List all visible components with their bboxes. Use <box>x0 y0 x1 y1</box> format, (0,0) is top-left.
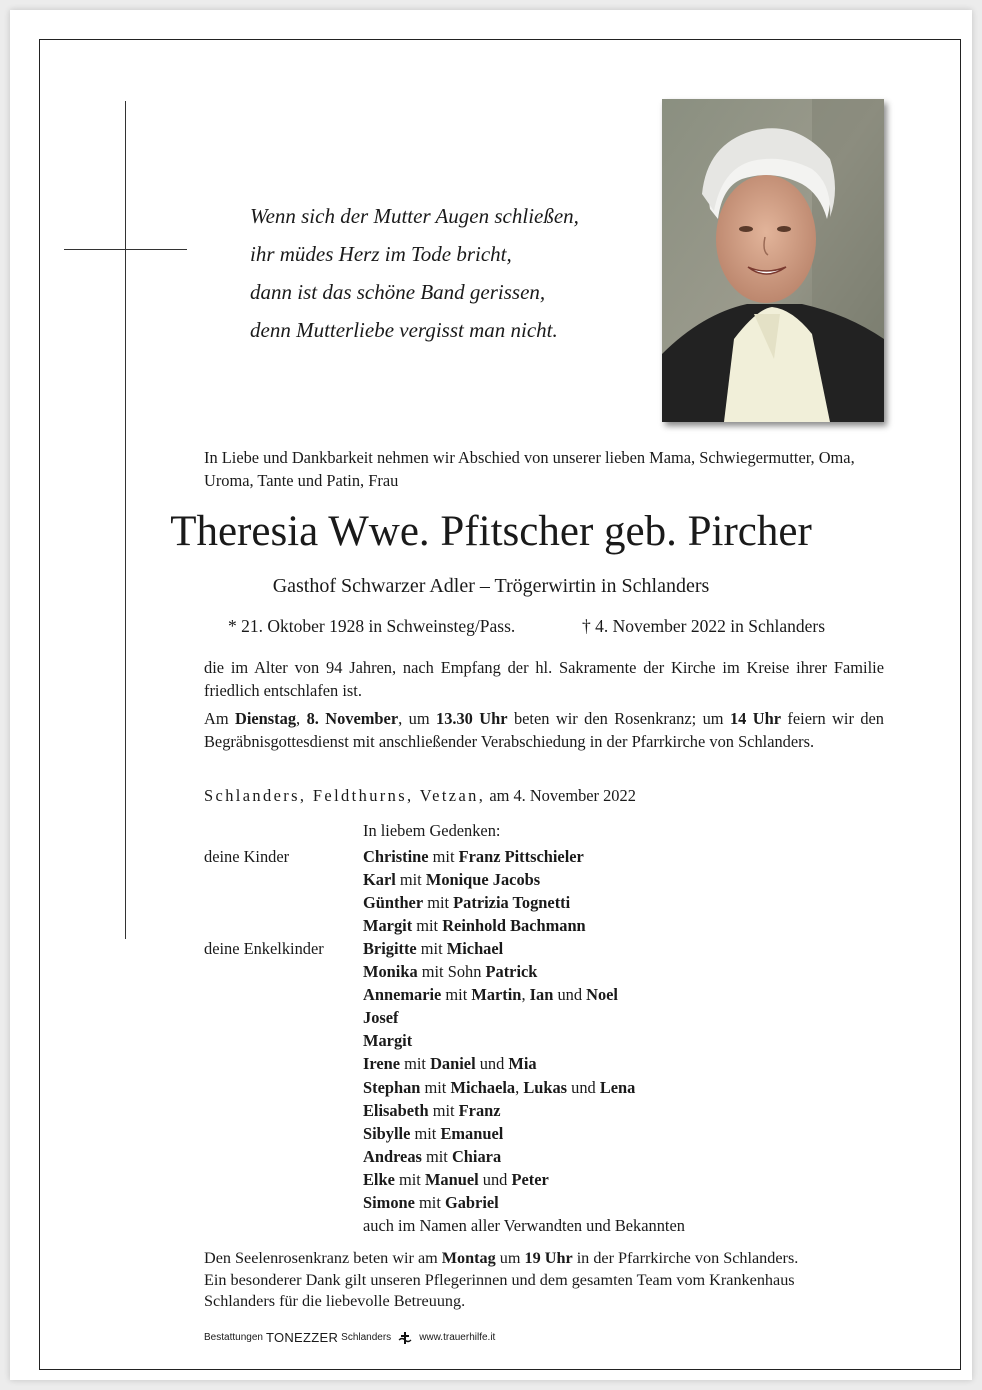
connector-text: und <box>478 1169 512 1189</box>
footer-prefix: Bestattungen <box>204 1332 263 1343</box>
person-name: Mia <box>508 1054 537 1074</box>
name-row <box>363 960 685 983</box>
connector-text: mit <box>428 1100 459 1120</box>
person-name: Margit <box>363 1031 413 1051</box>
name-row <box>363 1076 685 1099</box>
person-name: Daniel <box>430 1054 476 1074</box>
name-row <box>363 1006 685 1029</box>
children-label: deine Kinder <box>204 847 290 866</box>
place-and-date <box>204 784 636 807</box>
name-row <box>363 983 685 1006</box>
person-name: Christine <box>363 847 429 866</box>
person-name: Karl <box>363 870 396 890</box>
person-name: Brigitte <box>363 939 417 958</box>
name-row <box>363 1168 685 1191</box>
closing-line-3: Schlanders für die liebevolle Betreuung. <box>204 1292 466 1311</box>
name-row <box>363 891 586 914</box>
place-towns: Schlanders, Feldthurns, Vetzan, <box>204 786 486 805</box>
person-name: Irene <box>363 1054 401 1074</box>
connector-text: und <box>475 1054 509 1074</box>
funeral-details: Am Dienstag, 8. November, um 13.30 Uhr beten wir den Rosenkranz; um 14 Uhr feiern wir den Begräbnisgottesdienst mit anschließender Verabschiedung in der Pfarrkirche von Schlanders. <box>204 709 884 751</box>
poem-line: denn Mutterliebe vergisst man nicht. <box>250 318 558 342</box>
name-row <box>363 1029 685 1052</box>
person-name: Patrick <box>485 962 538 982</box>
connector-text: mit <box>395 870 426 890</box>
person-name: Chiara <box>451 1146 502 1166</box>
memorial-heading: In liebem Gedenken: <box>363 821 501 840</box>
person-name: Ian <box>529 985 554 1005</box>
death-date: † 4. November 2022 in Schlanders <box>582 616 826 636</box>
poem <box>250 197 579 349</box>
deceased-name: Theresia Wwe. Pfitscher geb. Pircher <box>170 508 812 555</box>
cross-dove-icon <box>398 1331 412 1345</box>
person-name: Annemarie <box>363 985 442 1005</box>
name-row <box>363 937 685 960</box>
person-name: Josef <box>363 1008 399 1028</box>
connector-text: , <box>515 1077 524 1097</box>
children-list <box>363 845 586 937</box>
connector-text: , <box>521 985 530 1005</box>
connector-text: mit <box>400 1054 431 1074</box>
person-name: Elke <box>363 1169 395 1189</box>
funeral-home-footer <box>204 1331 495 1345</box>
connector-text: und <box>553 985 587 1005</box>
person-name: Andreas <box>363 1146 422 1166</box>
person-name: Elisabeth <box>363 1100 429 1120</box>
person-name: Gabriel <box>444 1193 499 1213</box>
person-name: Sibylle <box>363 1123 411 1143</box>
footer-brand: TONEZZER <box>265 1330 339 1345</box>
person-name: Günther <box>363 893 424 913</box>
person-name: Monika <box>363 962 418 982</box>
cross-horizontal-icon <box>64 249 187 250</box>
intro-text: In Liebe und Dankbarkeit nehmen wir Abschied von unserer lieben Mama, Schwiegermutter, Oma, Uroma, Tante und Patin, Frau <box>204 448 855 490</box>
closing-line-2: Ein besonderer Dank gilt unseren Pflegerinnen und dem gesamten Team vom Krankenhaus <box>204 1270 795 1289</box>
person-name: Patrizia Tognetti <box>453 893 571 913</box>
connector-text: mit <box>441 985 472 1005</box>
closing-text <box>204 1248 894 1313</box>
person-name: Martin <box>471 985 522 1005</box>
person-name: Stephan <box>363 1077 421 1097</box>
person-name: Peter <box>511 1169 549 1189</box>
connector-text: mit <box>414 1193 445 1213</box>
footer-town: Schlanders <box>341 1332 392 1343</box>
person-name: Margit <box>363 916 413 936</box>
connector-text: mit <box>428 847 459 866</box>
connector-text: mit Sohn <box>417 962 486 982</box>
connector-text: mit <box>412 916 443 936</box>
connector-text: mit <box>420 1077 451 1097</box>
person-name: Reinhold Bachmann <box>442 916 586 936</box>
passing-text: die im Alter von 94 Jahren, nach Empfang der hl. Sakramente der Kirche im Kreise ihrer Familie friedlich entschlafen ist. <box>204 658 884 700</box>
person-name: Monique Jacobs <box>425 870 541 890</box>
name-row <box>363 1122 685 1145</box>
connector-text: und <box>567 1077 600 1097</box>
person-name: Noel <box>586 985 618 1005</box>
connector-text: mit <box>410 1123 441 1143</box>
portrait-photo <box>662 99 884 422</box>
name-row <box>363 845 586 868</box>
name-row <box>363 1052 685 1075</box>
connector-text: mit <box>394 1169 425 1189</box>
person-name: Simone <box>363 1193 415 1213</box>
place-date: am 4. November 2022 <box>485 786 636 805</box>
connector-text: mit <box>421 1146 452 1166</box>
closing-line-1: Den Seelenrosenkranz beten wir am Montag um 19 Uhr in der Pfarrkirche von Schlanders. <box>204 1249 799 1267</box>
portrait-image <box>662 99 884 422</box>
person-name: Manuel <box>424 1169 479 1189</box>
name-row <box>363 868 586 891</box>
connector-text: mit <box>423 893 454 913</box>
name-row <box>363 1191 685 1214</box>
person-name: Lukas <box>523 1077 568 1097</box>
poem-line: ihr müdes Herz im Tode bricht, <box>250 242 512 266</box>
poem-line: dann ist das schöne Band gerissen, <box>250 280 546 304</box>
grandchildren-list <box>363 937 685 1237</box>
person-name: Michaela <box>450 1077 516 1097</box>
name-row <box>363 1145 685 1168</box>
person-name: Michael <box>446 939 504 958</box>
poem-line: Wenn sich der Mutter Augen schließen, <box>250 204 579 228</box>
deceased-subtitle: Gasthof Schwarzer Adler – Trögerwirtin in Schlanders <box>272 575 710 597</box>
person-name: Franz Pittschieler <box>458 847 584 866</box>
birth-date: * 21. Oktober 1928 in Schweinsteg/Pass. <box>228 616 516 636</box>
name-row <box>363 914 586 937</box>
grandchildren-label: deine Enkelkinder <box>204 939 324 958</box>
person-name: Lena <box>599 1077 636 1097</box>
connector-text: mit <box>416 939 447 958</box>
name-row <box>363 1214 685 1237</box>
person-name: Emanuel <box>440 1123 504 1143</box>
connector-text: auch im Namen aller Verwandten und Bekannten <box>363 1216 685 1236</box>
name-row <box>363 1099 685 1122</box>
person-name: Franz <box>458 1100 501 1120</box>
footer-url: www.trauerhilfe.it <box>419 1332 496 1343</box>
